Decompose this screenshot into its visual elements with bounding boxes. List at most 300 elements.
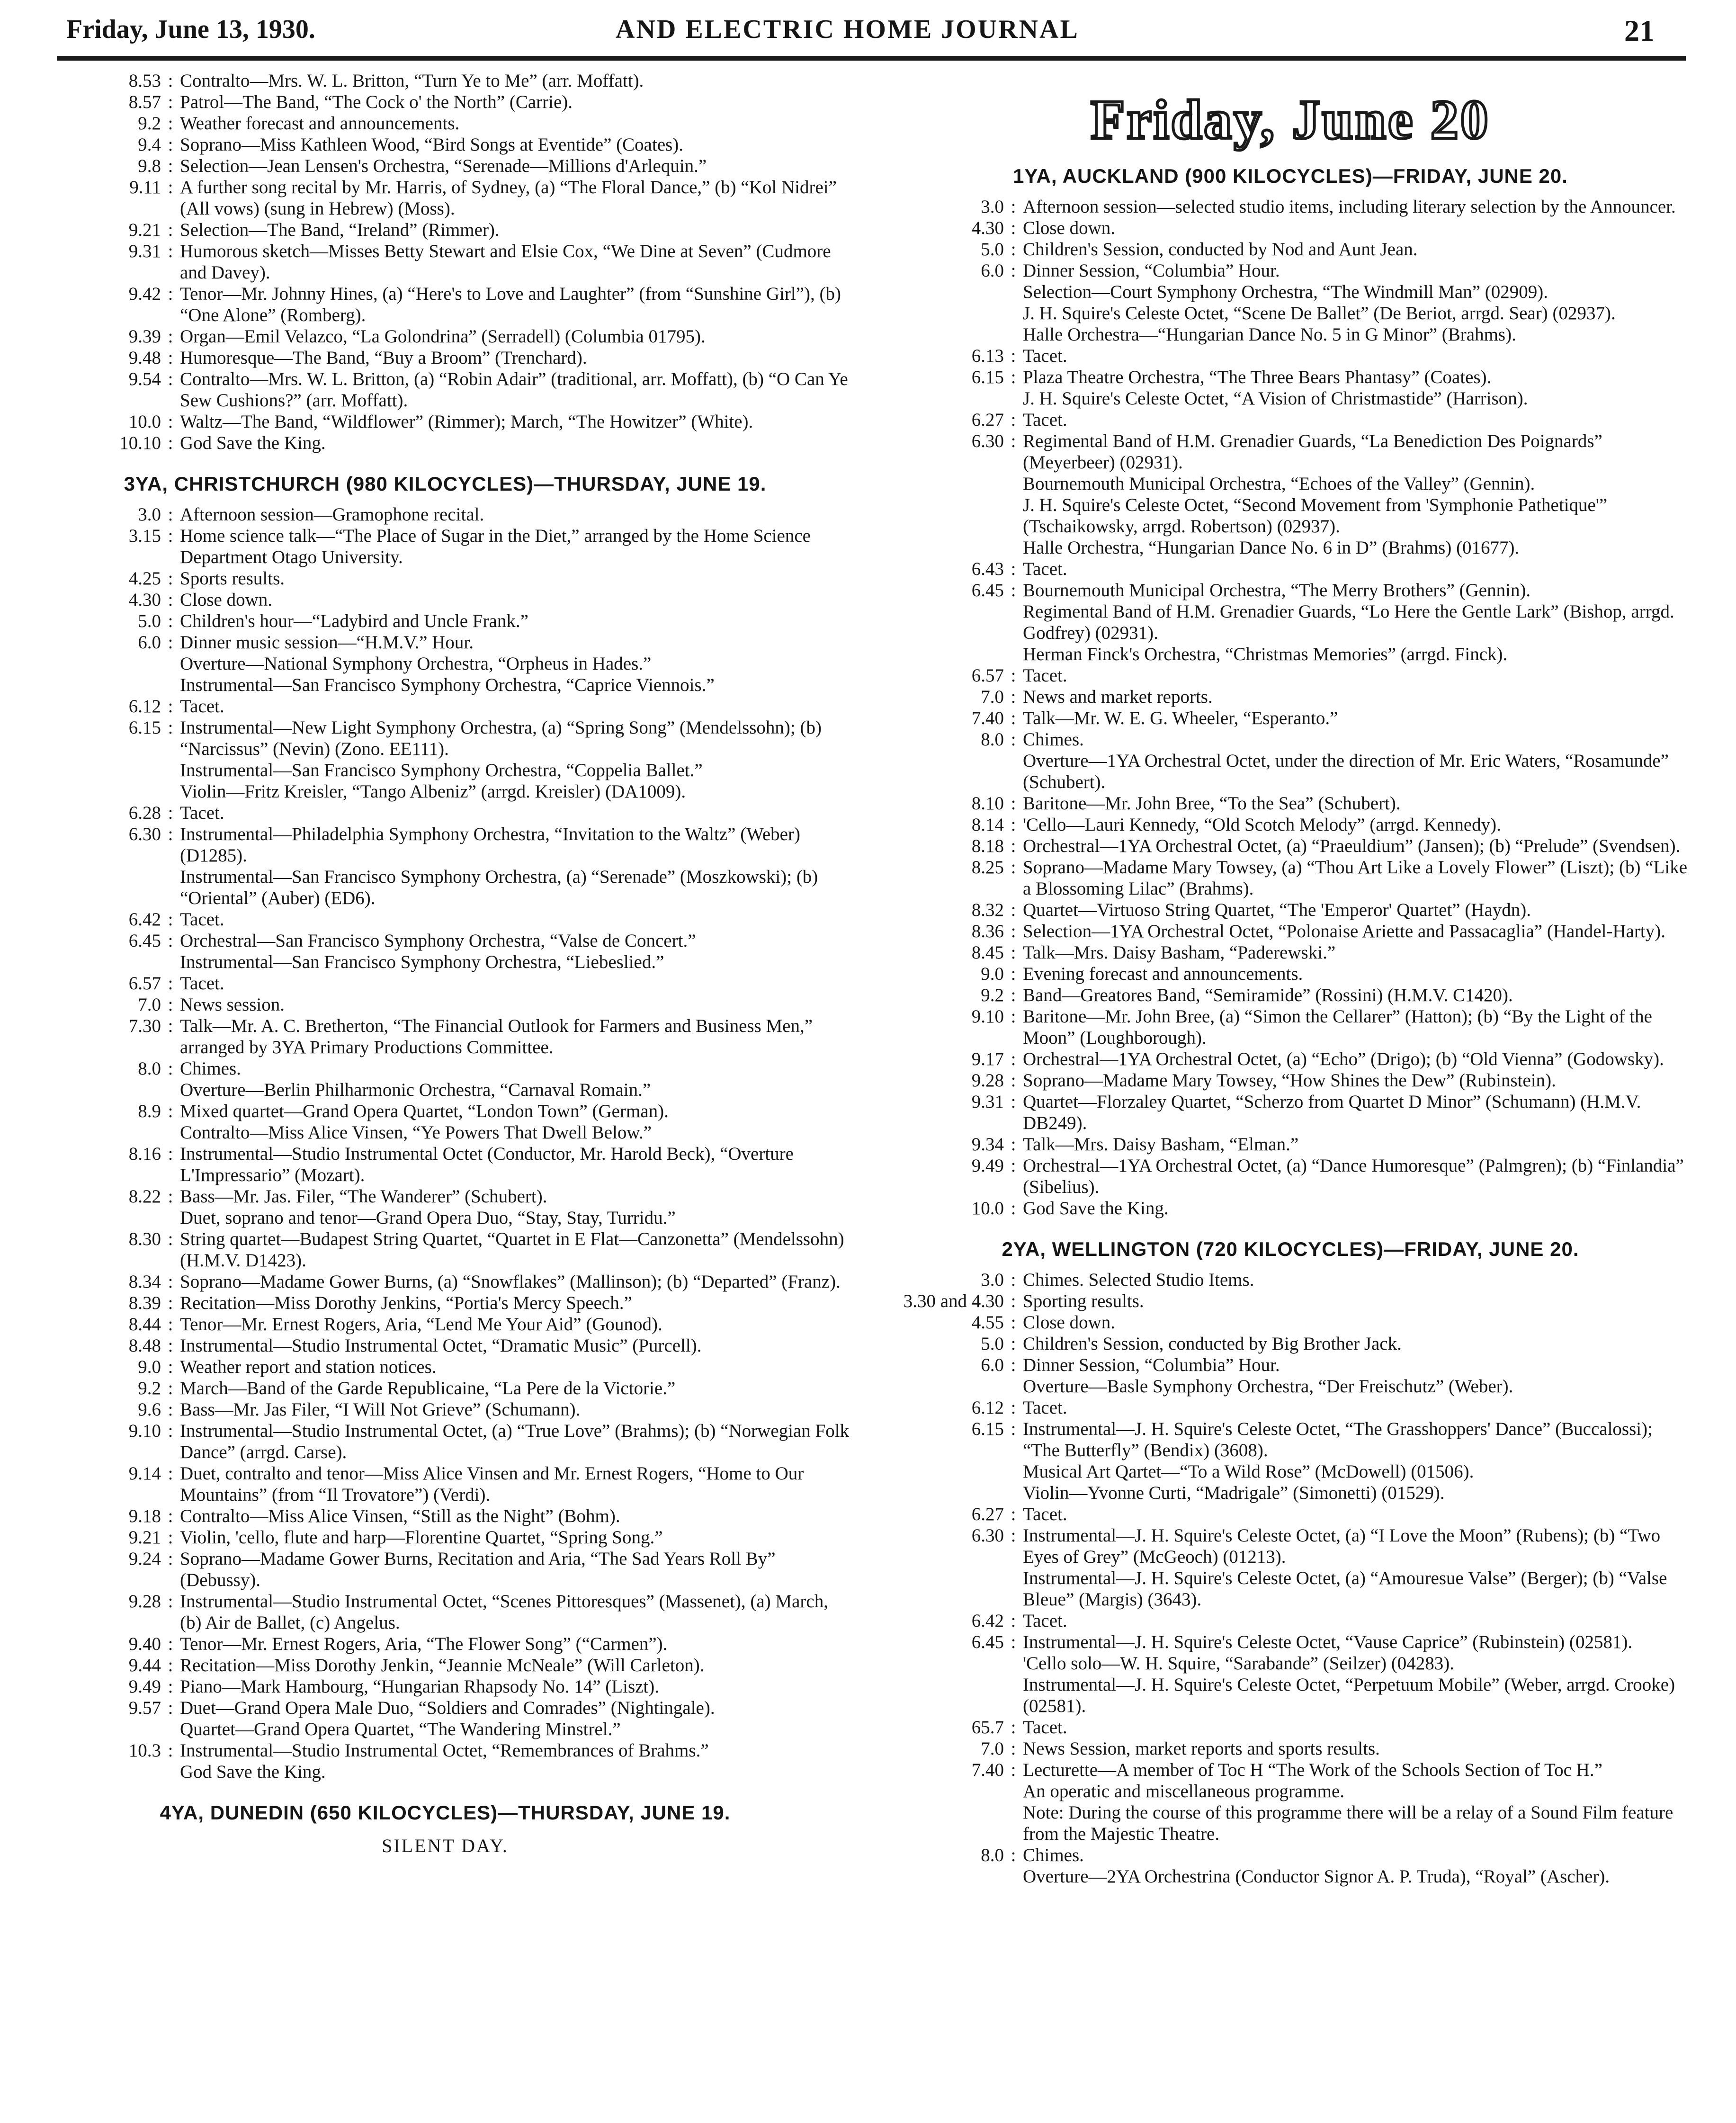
entry-separator: : [168,1698,173,1718]
entry-separator: : [1011,857,1016,878]
entry-time: 9.14 [128,1463,161,1484]
entry-time: 3.0 [981,1270,1004,1290]
running-head-title: AND ELECTRIC HOME JOURNAL [616,15,1079,44]
entry-separator: : [168,1655,173,1675]
programme-entry [890,835,1691,857]
entry-time [890,1653,1004,1674]
entry-time [890,473,1004,494]
programme-entry [38,1143,852,1186]
programme-entry [890,1134,1691,1155]
entry-separator: : [1011,346,1016,366]
entry-separator: : [168,134,173,155]
programme-entry [890,1376,1691,1397]
programme-entry [890,1091,1691,1134]
entry-separator: : [1011,900,1016,920]
programme-entry [890,1155,1691,1198]
entry-time: 6.42 [128,909,161,930]
programme-entry [890,1418,1691,1461]
entry-text: Musical Art Qartet—“To a Wild Rose” (McDowell) (01506). [1023,1461,1474,1482]
entry-time: 9.10 [971,1006,1004,1027]
programme-entry [890,814,1691,835]
programme-entry [38,973,852,994]
entry-separator: : [168,326,173,347]
entry-separator: : [168,369,173,389]
programme-entry [38,1228,852,1271]
entry-separator: : [168,1144,173,1164]
entry-separator [161,1207,180,1228]
entry-text: Quartet—Virtuoso String Quartet, “The 'Emperor' Quartet” (Haydn). [1023,900,1531,920]
entry-separator: : [168,1676,173,1697]
programme-entry [38,1633,852,1655]
entry-separator [161,1122,180,1143]
entry-separator [1004,1674,1023,1717]
programme-entry [38,347,852,368]
programme-entry [890,644,1691,665]
entry-separator: : [168,994,173,1015]
programme-entry [38,717,852,760]
entry-time: 9.17 [971,1049,1004,1069]
entry-text: Tacet. [180,909,224,930]
programme-entry [890,729,1691,750]
programme-entry [890,345,1691,367]
entry-text: Sports results. [180,568,285,589]
programme-entry [38,1101,852,1122]
entry-separator: : [168,1549,173,1569]
entry-text: Tacet. [180,973,224,994]
entry-time: 8.25 [971,857,1004,878]
programme-entry [38,632,852,653]
entry-separator: : [168,973,173,994]
entry-text: Halle Orchestra, “Hungarian Dance No. 6 in D” (Brahms) (01677). [1023,537,1520,558]
entry-time: 4.25 [128,568,161,589]
section-heading-wellington: 2YA, WELLINGTON (720 KILOCYCLES)—FRIDAY, JUNE 20. [1002,1238,1579,1260]
programme-entry [38,589,852,610]
entry-time: 65.7 [971,1717,1004,1738]
entry-time: 9.28 [971,1070,1004,1091]
programme-entry [38,283,852,326]
programme-entry [890,580,1691,601]
entry-separator: : [168,909,173,930]
entry-text: Tacet. [1023,1717,1067,1738]
entry-text: Instrumental—Studio Instrumental Octet, “Remembrances of Brahms.” [180,1740,709,1761]
programme-entry [890,1738,1691,1759]
entry-text: Overture—2YA Orchestrina (Conductor Signor A. P. Truda), “Royal” (Ascher). [1023,1866,1610,1887]
entry-separator: : [168,1101,173,1121]
entry-time: 8.30 [128,1229,161,1249]
programme-entry [38,951,852,973]
entry-separator: : [168,92,173,112]
entry-text: Regimental Band of H.M. Grenadier Guards, “La Benediction Des Poignards” (Meyerbeer) (02931). [1023,431,1602,473]
entry-separator: : [1011,1070,1016,1091]
entry-separator: : [168,241,173,261]
entry-separator: : [168,1421,173,1441]
entry-separator [161,1079,180,1101]
programme-entry [38,1420,852,1463]
entry-time [890,1461,1004,1482]
entry-text: Bass—Mr. Jas Filer, “I Will Not Grieve” (Schumann). [180,1399,581,1420]
programme-entry [890,430,1691,473]
entry-time [890,1866,1004,1887]
entry-time: 9.2 [138,1378,161,1398]
programme-entry [38,1463,852,1505]
programme-entry [38,1356,852,1378]
entry-text: Soprano—Madame Mary Towsey, (a) “Thou Art Like a Lovely Flower” (Liszt); (b) “Like a Blossoming Lilac” (Brahms). [1023,857,1688,899]
header-rule [57,56,1686,61]
entry-text: Afternoon session—Gramophone recital. [180,504,484,525]
programme-entry [890,1631,1691,1653]
entry-text: Instrumental—San Francisco Symphony Orchestra, “Caprice Viennois.” [180,675,715,695]
entry-text: Contralto—Mrs. W. L. Britton, (a) “Robin Adair” (traditional, arr. Moffatt), (b) “O Can Ye Sew Cushions?” (arr. Moffatt). [180,369,848,411]
entry-text: Halle Orchestra—“Hungarian Dance No. 5 in G Minor” (Brahms). [1023,324,1516,345]
entry-time [890,644,1004,665]
section-heading-auckland: 1YA, AUCKLAND (900 KILOCYCLES)—FRIDAY, JUNE 20. [1013,165,1568,187]
programme-entry [38,177,852,219]
entry-text: Recitation—Miss Dorothy Jenkins, “Portia's Mercy Speech.” [180,1293,632,1313]
programme-entry [38,610,852,632]
entry-separator: : [168,1378,173,1398]
entry-separator [1004,303,1023,324]
entry-time: 6.15 [971,367,1004,387]
programme-entry [890,985,1691,1006]
entry-text: Recitation—Miss Dorothy Jenkin, “Jeannie McNeale” (Will Carleton). [180,1655,705,1675]
entry-time: 6.15 [128,717,161,738]
programme-entry [38,411,852,432]
programme-entry [38,781,852,802]
entry-separator: : [168,284,173,304]
entry-text: God Save the King. [1023,1198,1169,1218]
programme-entry [890,239,1691,260]
entry-time: 8.0 [138,1058,161,1079]
programme-entry [890,260,1691,281]
programme-entry [890,750,1691,793]
entry-time: 4.30 [971,218,1004,238]
entry-time: 6.57 [971,665,1004,686]
entry-text: Instrumental—Philadelphia Symphony Orchestra, “Invitation to the Waltz” (Weber) (D1285). [180,824,800,866]
entry-text: News session. [180,994,285,1015]
entry-time [38,760,161,781]
programme-entry [38,1548,852,1591]
programme-entry [38,930,852,951]
entry-separator: : [1011,815,1016,835]
entry-separator: : [168,1399,173,1420]
entry-text: Instrumental—J. H. Squire's Celeste Octet, (a) “Amouresue Valse” (Berger); (b) “Valse Bleue” (Margis) (3643). [1023,1568,1667,1610]
programme-entry [890,1504,1691,1525]
entry-time: 7.0 [981,1738,1004,1759]
entry-text: Soprano—Madame Gower Burns, Recitation and Aria, “The Sad Years Roll By” (Debussy). [180,1549,776,1590]
entry-separator [1004,494,1023,537]
entry-separator: : [168,696,173,717]
entry-text: Contralto—Miss Alice Vinsen, “Ye Powers That Dwell Below.” [180,1122,652,1143]
programme-entry [890,281,1691,303]
entry-time: 8.9 [138,1101,161,1121]
entry-time: 9.28 [128,1591,161,1612]
entry-separator: : [1011,1355,1016,1375]
entry-separator: : [1011,1312,1016,1333]
entry-separator: : [168,1314,173,1335]
entry-separator: : [168,590,173,610]
entry-time: 8.32 [971,900,1004,920]
programme-entry [38,1186,852,1207]
programme-entry [38,113,852,134]
entry-time [38,1079,161,1101]
entry-text: String quartet—Budapest String Quartet, “Quartet in E Flat—Canzonetta” (Mendelssohn) (H.M.V. D1423). [180,1229,844,1271]
entry-separator: : [168,1058,173,1079]
entry-text: Children's hour—“Ladybird and Uncle Frank.” [180,611,528,631]
entry-text: Piano—Mark Hambourg, “Hungarian Rhapsody No. 14” (Liszt). [180,1676,660,1697]
programme-entry [38,1292,852,1314]
entry-time [890,494,1004,537]
entry-separator: : [168,71,173,91]
entry-time: 8.36 [971,921,1004,941]
entry-time [38,1122,161,1143]
programme-entry [890,1482,1691,1504]
entry-time: 8.0 [981,729,1004,750]
entry-time: 9.2 [138,113,161,134]
entry-separator: : [1011,985,1016,1005]
programme-entry [890,963,1691,985]
entry-text: Bournemouth Municipal Orchestra, “Echoes of the Valley” (Gennin). [1023,474,1535,494]
entry-separator: : [168,1335,173,1356]
entry-separator [161,951,180,973]
entry-text: Weather forecast and announcements. [180,113,460,134]
entry-separator: : [1011,1717,1016,1738]
entry-separator [1004,601,1023,644]
entry-text: Tenor—Mr. Ernest Rogers, Aria, “The Flower Song” (“Carmen”). [180,1634,668,1654]
programme-entry [38,1505,852,1527]
entry-separator: : [1011,1092,1016,1112]
entry-text: Talk—Mrs. Daisy Basham, “Paderewski.” [1023,942,1336,963]
entry-time: 6.57 [128,973,161,994]
programme-entry [38,504,852,525]
entry-text: Tenor—Mr. Johnny Hines, (a) “Here's to Love and Laughter” (from “Sunshine Girl”), (b) “One Alone” (Romberg). [180,284,841,325]
entry-separator: : [1011,580,1016,600]
entry-time: 8.14 [971,815,1004,835]
entry-text: J. H. Squire's Celeste Octet, “Second Movement from 'Symphonie Pathetique'” (Tschaikowsky, arrgd. Robertson) (02937). [1023,495,1608,537]
entry-text: Lecturette—A member of Toc H “The Work of the Schools Section of Toc H.” [1023,1760,1602,1780]
entry-separator: : [168,433,173,453]
entry-time [38,1719,161,1740]
programme-entry [890,708,1691,729]
programme-entry [38,760,852,781]
entry-time [890,601,1004,644]
entry-time: 9.57 [128,1698,161,1718]
entry-text: Chimes. Selected Studio Items. [1023,1270,1254,1290]
entry-separator: : [1011,1049,1016,1069]
entry-text: Tacet. [1023,559,1067,579]
entry-text: Soprano—Madame Gower Burns, (a) “Snowflakes” (Mallinson); (b) “Departed” (Franz). [180,1272,841,1292]
entry-time: 6.43 [971,559,1004,579]
entry-separator: : [168,931,173,951]
entry-text: J. H. Squire's Celeste Octet, “Scene De Ballet” (De Beriot, arrgd. Sear) (02937). [1023,303,1616,323]
programme-entry [890,1312,1691,1333]
entry-separator [161,1761,180,1783]
entry-separator [1004,1653,1023,1674]
entry-text: Selection—The Band, “Ireland” (Rimmer). [180,220,500,240]
programme-entry [38,432,852,454]
entry-time: 9.34 [971,1134,1004,1155]
entry-time: 9.21 [128,1527,161,1548]
entry-separator [1004,281,1023,303]
entry-time: 9.0 [981,964,1004,984]
programme-entry [38,368,852,411]
entry-separator [1004,473,1023,494]
running-head-date: Friday, June 13, 1930. [66,15,315,44]
entry-text: Close down. [1023,1312,1115,1333]
entry-text: God Save the King. [180,433,326,453]
programme-entry [38,1079,852,1101]
entry-text: Tacet. [1023,1611,1067,1631]
right-column [890,70,1691,1887]
entry-text: Instrumental—Studio Instrumental Octet, “Scenes Pittoresques” (Massenet), (a) March, (b) Air de Ballet, (c) Angelus. [180,1591,828,1633]
programme-entry [890,1333,1691,1354]
entry-text: Selection—Court Symphony Orchestra, “The Windmill Man” (02909). [1023,282,1548,302]
entry-time: 6.0 [981,260,1004,281]
entry-separator: : [168,1463,173,1484]
entry-time: 4.55 [971,1312,1004,1333]
entry-time: 9.31 [128,241,161,261]
programme-entry [890,1070,1691,1091]
entry-time: 5.0 [138,611,161,631]
entry-time: 8.34 [128,1272,161,1292]
entry-text: Regimental Band of H.M. Grenadier Guards, “Lo Here the Gentle Lark” (Bishop, arrgd. Godfrey) (02931). [1023,601,1674,643]
entry-separator: : [1011,1334,1016,1354]
programme-entry [38,1761,852,1783]
programme-entry [890,1006,1691,1048]
entry-separator: : [1011,665,1016,686]
entry-separator [161,674,180,696]
entry-time [890,324,1004,345]
entry-time [890,1781,1004,1802]
entry-time: 7.40 [971,1760,1004,1780]
programme-entry [890,601,1691,644]
entry-separator [1004,388,1023,409]
entry-separator [1004,644,1023,665]
entry-text: Close down. [180,590,272,610]
entry-time: 10.0 [971,1198,1004,1218]
entry-time: 9.40 [128,1634,161,1654]
entry-time: 3.30 and 4.30 [903,1291,1004,1311]
programme-entry [38,155,852,177]
entry-text: Bass—Mr. Jas. Filer, “The Wanderer” (Schubert). [180,1186,547,1207]
entry-text: Contralto—Mrs. W. L. Britton, “Turn Ye to Me” (arr. Moffatt). [180,71,644,91]
entry-text: Tacet. [180,696,224,717]
entry-separator: : [168,1527,173,1548]
entry-separator: : [1011,708,1016,728]
entry-separator: : [168,412,173,432]
entry-time: 9.21 [128,220,161,240]
auckland-list [890,196,1691,1219]
programme-entry [38,134,852,155]
entry-text: Mixed quartet—Grand Opera Quartet, “London Town” (German). [180,1101,669,1121]
entry-separator [161,1719,180,1740]
entry-text: Plaza Theatre Orchestra, “The Three Bears Phantasy” (Coates). [1023,367,1492,387]
entry-time: 3.15 [128,526,161,546]
entry-separator [161,866,180,909]
section-heading-christchurch: 3YA, CHRISTCHURCH (980 KILOCYCLES)—THURSDAY, JUNE 19. [124,473,767,495]
entry-time: 8.16 [128,1144,161,1164]
entry-separator: : [1011,1845,1016,1865]
programme-entry [38,70,852,91]
programme-entry [38,1015,852,1058]
programme-entry [38,241,852,283]
entry-separator: : [1011,1419,1016,1439]
entry-separator: : [1011,1611,1016,1631]
programme-entry [890,537,1691,558]
entry-time: 8.53 [128,71,161,91]
programme-entry [890,196,1691,217]
entry-text: Instrumental—San Francisco Symphony Orchestra, “Liebeslied.” [180,952,664,972]
entry-time: 10.3 [128,1740,161,1761]
entry-text: Soprano—Miss Kathleen Wood, “Bird Songs at Eventide” (Coates). [180,134,684,155]
entry-text: Overture—National Symphony Orchestra, “Orpheus in Hades.” [180,654,652,674]
entry-text: Children's Session, conducted by Big Brother Jack. [1023,1334,1402,1354]
programme-entry [890,1717,1691,1738]
entry-time [890,303,1004,324]
entry-text: Orchestral—1YA Orchestral Octet, (a) “Echo” (Drigo); (b) “Old Vienna” (Godowsky). [1023,1049,1664,1069]
entry-text: 'Cello—Lauri Kennedy, “Old Scotch Melody” (arrgd. Kennedy). [1023,815,1501,835]
programme-entry [890,1759,1691,1781]
entry-time [890,1674,1004,1717]
entry-text: Tacet. [1023,410,1067,430]
entry-separator: : [168,1293,173,1313]
entry-separator: : [1011,367,1016,387]
entry-separator [161,781,180,802]
entry-separator [161,760,180,781]
programme-entry [890,1525,1691,1568]
entry-text: A further song recital by Mr. Harris, of Sydney, (a) “The Floral Dance,” (b) “Kol Nidrei” (All vows) (sung in Hebrew) (Moss). [180,177,837,219]
entry-text: Tacet. [1023,1397,1067,1418]
entry-time: 9.39 [128,326,161,347]
programme-entry [890,494,1691,537]
entry-time: 6.12 [128,696,161,717]
entry-time: 8.39 [128,1293,161,1313]
programme-entry [38,1676,852,1697]
entry-text: Sporting results. [1023,1291,1144,1311]
entry-time: 9.48 [128,348,161,368]
entry-time: 8.0 [981,1845,1004,1865]
programme-entry [890,665,1691,686]
entry-time: 9.2 [981,985,1004,1005]
programme-entry [890,1674,1691,1717]
entry-time: 9.6 [138,1399,161,1420]
entry-separator [1004,1781,1023,1802]
programme-entry [38,1207,852,1228]
entry-time [38,781,161,802]
entry-separator: : [168,1016,173,1036]
programme-entry [38,866,852,909]
entry-separator: : [168,568,173,589]
programme-entry [38,802,852,824]
entry-time: 9.18 [128,1506,161,1526]
programme-entry [890,409,1691,430]
entry-text: Humoresque—The Band, “Buy a Broom” (Trenchard). [180,348,587,368]
entry-text: Quartet—Grand Opera Quartet, “The Wandering Minstrel.” [180,1719,621,1739]
entry-text: Close down. [1023,218,1115,238]
entry-text: Talk—Mr. A. C. Bretherton, “The Financial Outlook for Farmers and Business Men,” arranged by 3YA Primary Productions Committee. [180,1016,813,1057]
entry-time [890,388,1004,409]
programme-entry [38,568,852,589]
programme-entry [890,1269,1691,1290]
programme-entry [38,1378,852,1399]
entry-time: 9.49 [128,1676,161,1697]
entry-time: 4.30 [128,590,161,610]
entry-separator: : [168,1229,173,1249]
programme-entry [890,1610,1691,1631]
entry-time: 6.27 [971,410,1004,430]
entry-time [890,1568,1004,1610]
entry-time: 10.0 [128,412,161,432]
entry-text: Violin—Yvonne Curti, “Madrigale” (Simonetti) (01529). [1023,1483,1445,1503]
